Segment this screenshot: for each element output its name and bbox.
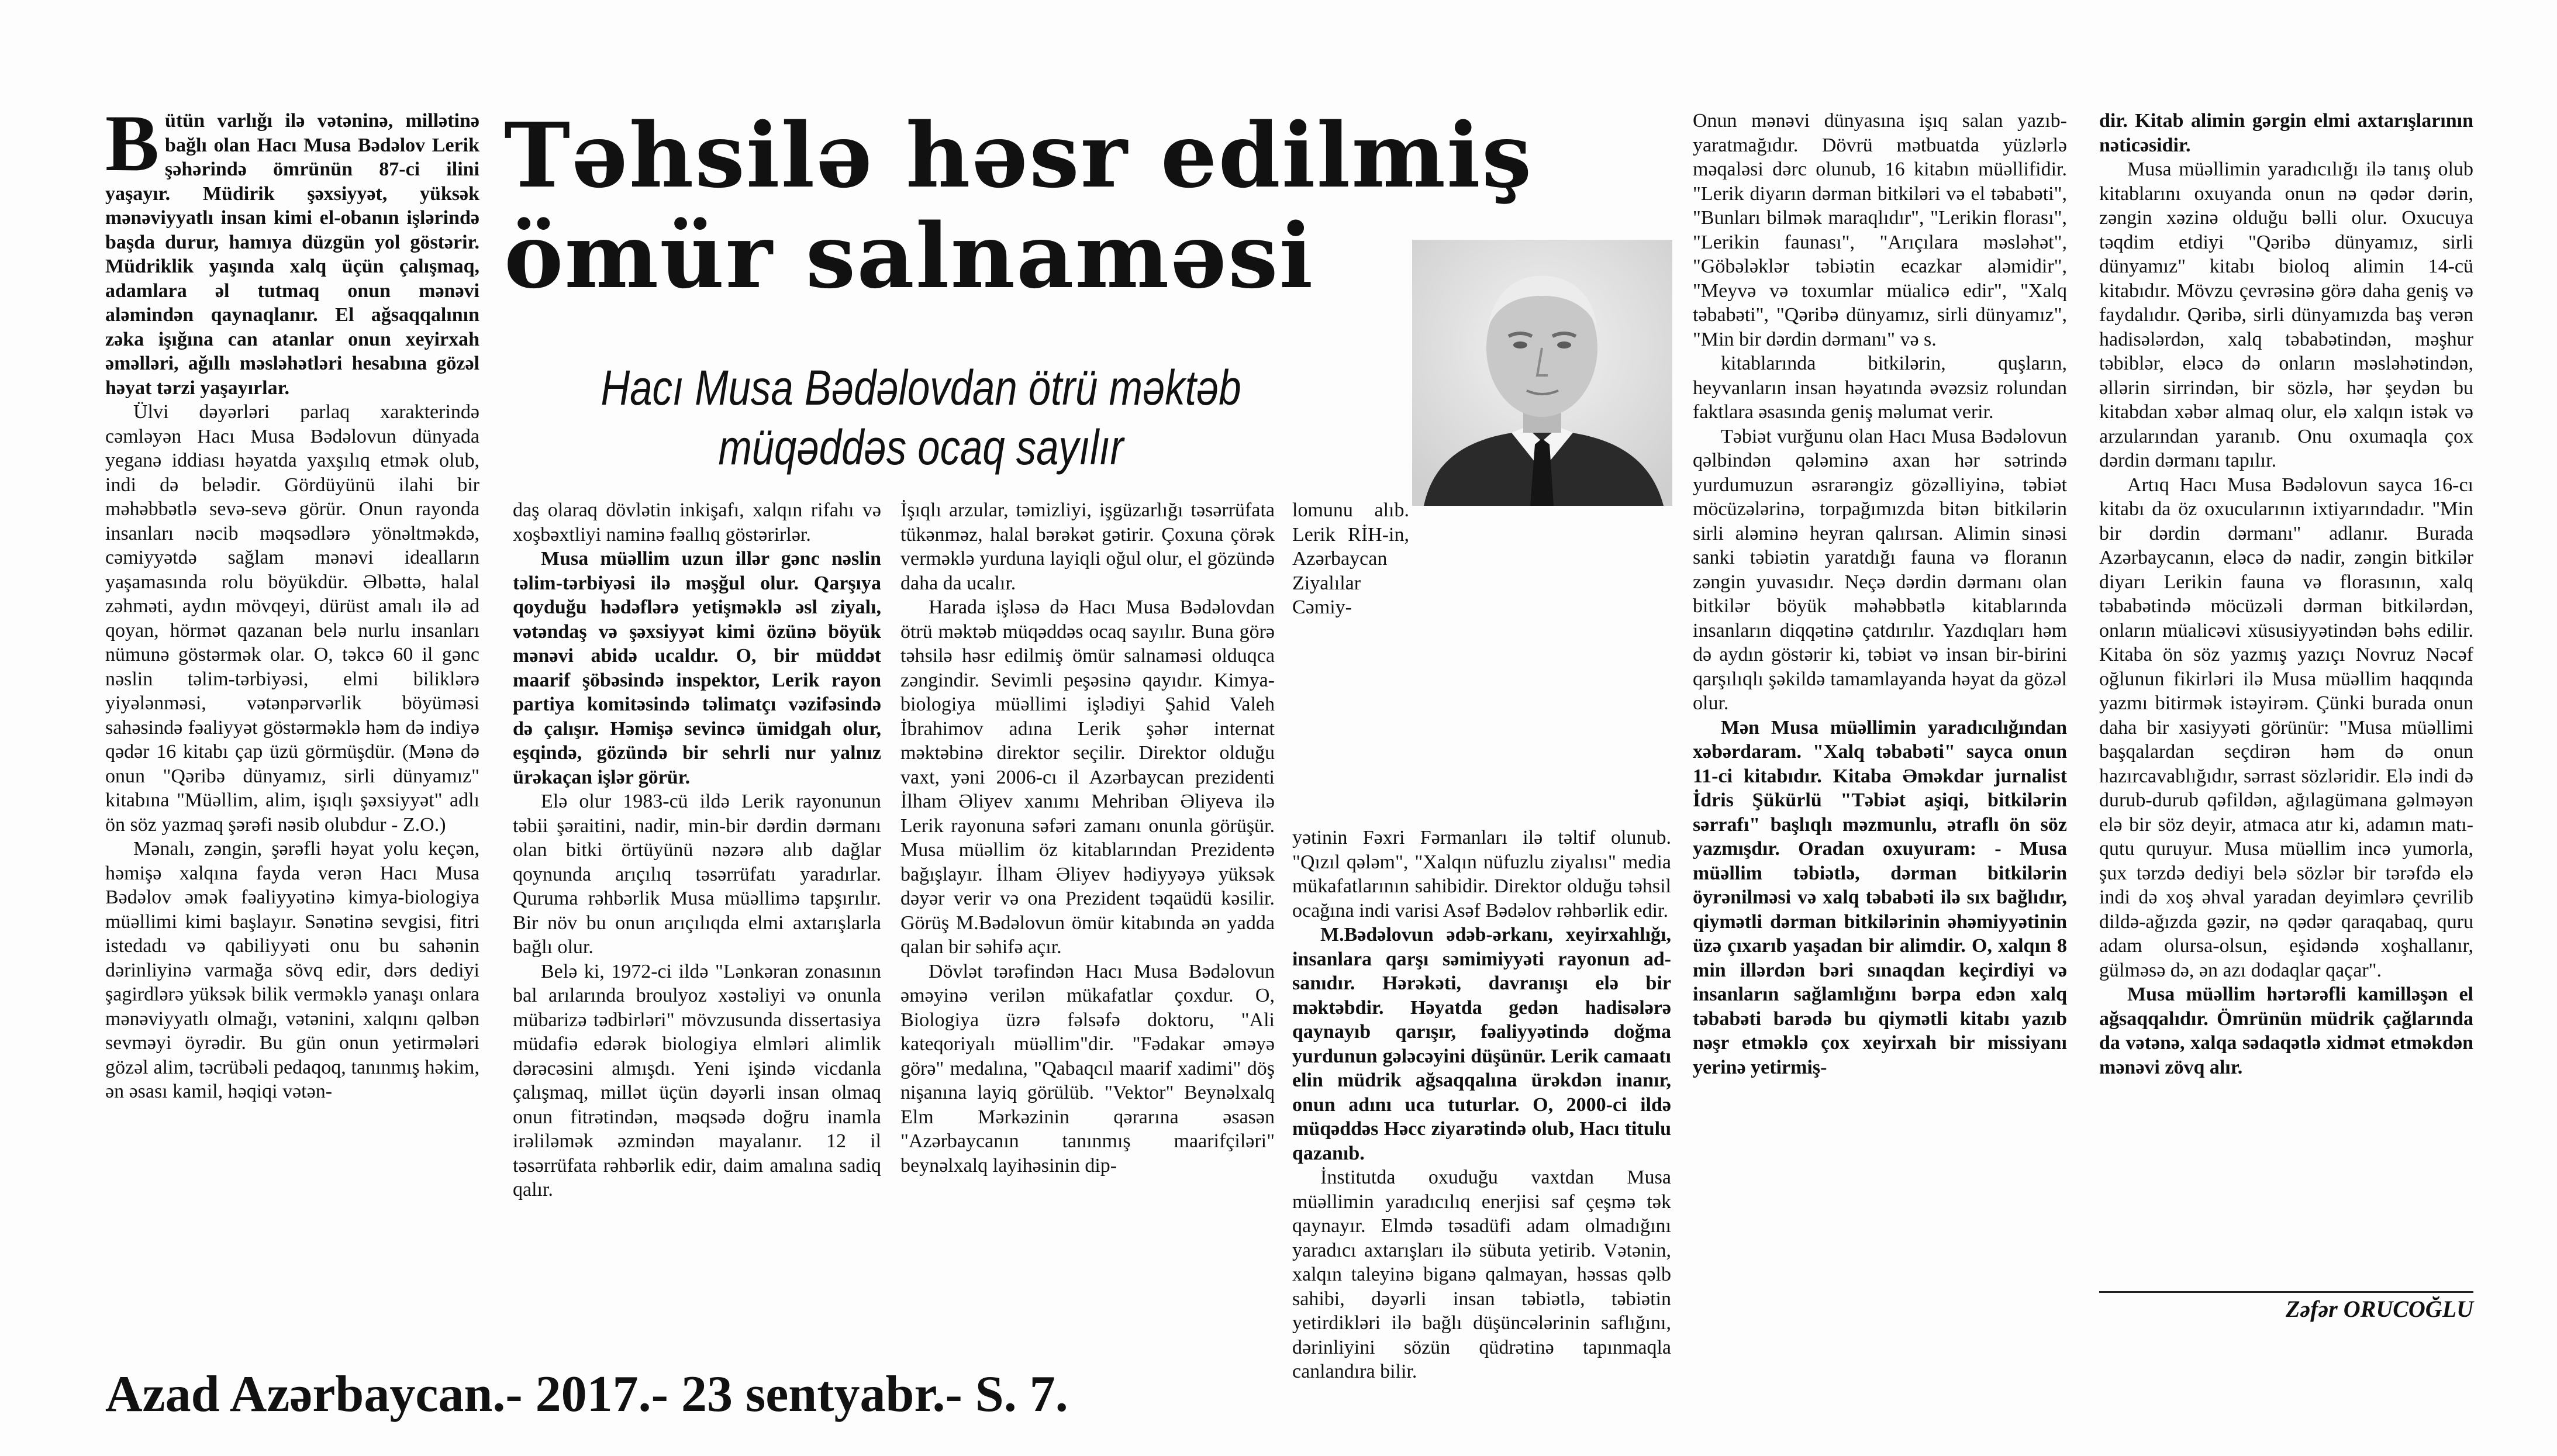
article-column-4-top (1292, 498, 1409, 826)
paragraph: Təbiət vurğunu olan Hacı Musa Bədəlovun qəlbindən qələminə axan hər sətrində yurdumuzun əsrarəngiz gözəlliyinə, təbiət möcüzələrinə, torpağımızda bitən bitkilərin sirli aləminə heyran qalırsan. Alimin sinəsi sanki təbiətin yaratdığı fauna və floranın zəngin yuvasıdır. Neçə dərdin dərmanı olan bitkilər böyük məhəbbətlə kitablarında insanların diqqətinə çatdırılır. Yazdıqları həm də aydın göstərir ki, təbiət və insan bir-birini qarşılıqlı şəkildə tamamlayanda həyat da gözəl olur. (1693, 425, 2067, 714)
article-column-1 (105, 98, 479, 1313)
paragraph: Elə olur 1983-cü ildə Lerik rayonunun təbii şəraitini, nadir, min-bir dərdin dərmanı olan bitki örtüyünü nəzərə alıb dağlar qoynunda arıçılıq təsərrüfatı yaradırlar. Quruma rəhbərlik Musa müəllimə tapşırılır. Bir növ bu onun arıçılıqda elmi axtarışlarla bağlı olur. (513, 791, 881, 958)
portrait-photo (1412, 240, 1672, 506)
paragraph: lomunu alıb. Lerik RİH-in, Azərbaycan Ziyalılar Cəmiy- (1292, 499, 1409, 618)
paragraph: Ülvi dəyərləri parlaq xarakterində cəmləyən Hacı Musa Bədəlovun dünyada yeganə iddiası həyatda yaxşılıq etmək olub, indi də belədir. Gördüyünü ilahi bir məhəbbətlə sevə-sevə görür. Onun rayonda insanları nəcib məqsədlərə yönəltməkdə, cəmiyyətdə sağlam mənəvi idealların yaşamasında rolu böyükdür. Əlbəttə, halal zəhməti, aydın mövqeyi, dürüst amalı ilə ad qoyan, hörmət qazanan belə nurlu insanları nümunə göstərmək olar. O, təkcə 60 il gənc nəslin təlim-tərbiyəsi, elmi biliklərə yiyələnməsi, vətənpərvərlik böyüməsi sahəsində fəaliyyət göstərməklə həm də indiyə qədər 16 kitabı çap üzü görmüşdür. (Mənə də onun "Qəribə dünyamız, sirli dünyamız" kitabına "Müəllim, alim, işıqlı şəxsiyyət" adlı ön söz yazmaq şərəfi nəsib olubdur - Z.O.) (105, 401, 479, 836)
publication-source-line: Azad Azərbaycan.- 2017.- 23 sentyabr.- S. 7. (105, 1366, 1068, 1423)
article-column-5 (1693, 109, 2067, 1313)
paragraph: dir. Kitab alimin gərgin elmi axtarışlarının nəticəsidir. (2099, 110, 2473, 156)
article-subheadline (595, 358, 1247, 477)
paragraph: İnstitutda oxuduğu vaxtdan Musa müəllimin yaradıcılıq enerjisi saf çeşmə tək qaynayır. Elmdə təsadüfi adam olmadığını yaradıcı axtarışları ilə sübuta yetirib. Vətənin, xalqın taleyinə biganə qalmayan, həssas qəlb sahibi, dəyərli insan təbiətlə, təbiətin yetirdikləri ilə bağlı düşüncələrinin saflığını, dərinliyini sözün qüdrətinə tapınmaqla canlandıra bilir. (1292, 1167, 1671, 1382)
article-column-2 (513, 498, 881, 1317)
portrait-image (1412, 240, 1672, 506)
subheadline-line: Hacı Musa Bədəlovdan ötrü məktəb (601, 360, 1241, 415)
headline-line: ömür salnaməsi (504, 203, 1314, 308)
paragraph: Mən Musa müəllimin yaradıcılığından xəbərdaram. "Xalq təbabəti" sayca onun 11-ci kitabıdır. Kitaba Əməkdar jurnalist İdris Şükürlü "Təbiət aşiqi, bitkilərin sərrafı" başlıqlı məzmunlu, ətraflı ön söz yazmışdır. Oradan oxuyuram: - Musa müəllim təbiətlə, dərman bitkilərin öyrənilməsi və xalq təbabəti ilə sıx bağlıdır, qiymətli dərman bitkilərinin əhəmiyyətinin üzə çıxarıb yaşadan bir alimdir. O, xalqın 8 min illərdən bəri sınaqdan keçirdiyi və insanların sağlamlığını bərpa edən xalq təbabəti barədə bu qiymətli kitabı yazıb nəşr etməklə çox xeyirxah bir missiyanı yerinə yetirmiş- (1693, 716, 2067, 1078)
paragraph: yətinin Fəxri Fərmanları ilə təltif olunub. "Qızıl qələm", "Xalqın nüfuzlu ziyalısı" media mükafatlarının sahibidir. Direktor olduğu təhsil ocağına indi varisi Asəf Bədəlov rəhbərlik edir. (1292, 827, 1671, 922)
lead-text: ütün varlığı ilə vətəninə, millətinə bağlı olan Hacı Musa Bədəlov Lerik şəhərində ömrünün 87-ci ilini yaşayır. Müdirik şəxsiyyət, yüksək mənəviyyatlı insan kimi el-obanın işlərində başda durur, hamıya düzgün yol göstərir. Müdriklik yaşında xalq üçün çalışmaq, adamlara əl tutmaq onun mənəvi aləmindən qaynaqlanır. El ağsaqqalının zəka işığına can atanlar onun xeyirxah əməlləri, ağıllı məsləhətləri hesabına gözəl həyat tərzi yaşayırlar. (105, 110, 479, 399)
article-column-4 (1292, 826, 1671, 1382)
paragraph: M.Bədəlovun ədəb-ərkanı, xeyirxahlığı, insanlara qarşı səmimiyyəti rayonun ad-sanıdır. Hərəkəti, davranışı elə bir məktəbdir. Həyatda gedən hadisələrə qaynayıb qarışır, fəaliyyətində doğma yurdunun gələcəyini düşünür. Lerik camaatı elin müdrik ağsaqqalına ürəkdən inanır, onun adını uca tuturlar. O, 2000-ci ildə müqəddəs Həcc ziyarətində olub, Hacı titulu qazanıb. (1292, 924, 1671, 1164)
headline-line: Təhsilə həsr edilmiş (504, 103, 1533, 208)
author-byline: Zəfər ORUCOĞLU (2285, 1296, 2473, 1322)
subheadline-line: müqəddəs ocaq sayılır (718, 420, 1124, 475)
article-column-3 (900, 498, 1275, 1317)
paragraph: İşıqlı arzular, təmizliyi, işgüzarlığı təsərrüfata tükənməz, halal bərəkət gətirir. Çoxuna çörək verməklə yurduna layiqli oğul olur, el gözündə daha da ucalır. (900, 499, 1275, 594)
paragraph: Belə ki, 1972-ci ildə "Lənkəran zonasının bal arılarında broulyoz xəstəliyi və onunla mübarizə tədbirləri" mövzusunda dissertasiya müdafiə edərək biologiya elmləri alimlik dərəcəsini almışdı. Yeni işində vicdanla çalışmaq, millət üçün dəyərli insan olmaq onun fitrətindən, məqsədə doğru inamla irəliləmək əzmindən mayalanır. 12 il təsərrüfata rəhbərlik edir, daim amalına sadiq qalır. (513, 960, 881, 1200)
article-lead (105, 98, 479, 400)
paragraph: kitablarında bitkilərin, quşların, heyvanların insan həyatında əvəzsiz rolundan faktlara əsasında geniş məlumat verir. (1693, 353, 2067, 423)
paragraph: Artıq Hacı Musa Bədəlovun sayca 16-cı kitabı da öz oxucularının ixtiyarındadır. "Min bir dərdin dərmanı" adlanır. Burada Azərbaycanın, eləcə də nadir, zəngin bitkilər diyarı Lerikin fauna və florasının, xalq təbabətində möcüzəli dərman bitkilərdən, onların müalicəvi xüsusiyyətindən bəhs edilir. Kitaba ön söz yazmış yazıçı Novruz Nəcəf oğlunun fikirləri ilə Musa müəllim haqqında yazmı bitirmək istəyirəm. Çünki burada onun daha bir xasiyyəti görünür: "Musa müəllimi başqalardan seçdirən həm də onun hazırcavablığıdır, sərrast sözləridir. Elə indi də durub-durub qəfildən, ağılagümana gəlməyən elə bir söz deyir, atmaca atır ki, adamın matı-qutu quruyur. Musa müəllim incə yumorla, şux tərzdə dediyi belə sözlər bir tərəfdə elə indi də xoş əhval yaradan deyimlərə çevrilib dildə-ağızda gəzir, nə qədər qaraqabaq, quru adam olursa-olsun, eşidəndə xoşhallanır, gülməsə də, ən azı dodaqlar qaçar". (2099, 474, 2473, 981)
paragraph: Musa müəllim uzun illər gənc nəslin təlim-tərbiyəsi ilə məşğul olur. Qarşıya qoyduğu hədəflərə yetişməklə əsl ziyalı, vətəndaş və şəxsiyyət kimi özünə böyük mənəvi abidə ucaldır. O, bir müddət maarif şöbəsində inspektor, Lerik rayon partiya komitəsində təlimatçı vəzifəsində də çalışır. Həmişə sevincə ümidgah olur, eşqində, gözündə bir sehrli nur yalnız ürəkaçan işlər görür. (513, 548, 881, 788)
paragraph: Musa müəllimin yaradıcılığı ilə tanış olub kitablarını oxuyanda onun nə qədər dərin, zəngin xəzinə olduğu bəlli olur. Oxucuya təqdim etdiyi "Qəribə dünyamız, sirli dünyamız" kitabı bioloq alimin 14-cü kitabıdır. Mövzu çevrəsinə görə daha geniş və faydalıdır. Qəribə, sirli dünyamızda baş verən hadisələrdən, xalq təbabətindən, məşhur təbiblər, eləcə də onların məsləhətindən, əllərin sirrindən, bir sözlə, hər şeydən bu kitabdan xəbər almaq olur, elə xalqın istək və arzularından yaranıb. Onu oxumaqla çox dərdin dərmanı tapılır. (2099, 158, 2473, 471)
paragraph: Musa müəllim hərtərəfli kamilləşən el ağsaqqalıdır. Ömrünün müdrik çağlarında da vətənə, xalqa sədaqətlə xidmət etməkdən mənəvi zövq alır. (2099, 984, 2473, 1078)
paragraph: Harada işləsə də Hacı Musa Bədəlovdan ötrü məktəb müqəddəs ocaq sayılır. Buna görə təhsilə həsr edilmiş ömür salnaməsi olduqca zəngindir. Sevimli peşəsinə qayıdır. Kimya-biologiya müəllimi işlədiyi Şahid Valeh İbrahimov adına Lerik şəhər internat məktəbinə direktor seçilir. Direktor olduğu vaxt, yəni 2006-cı il Azərbaycan prezidenti İlham Əliyev xanımı Mehriban Əliyeva ilə Lerik rayonuna səfəri zamanı onunla görüşür. Musa müəllim öz kitablarından Prezidentə bağışlayır. İlham Əliyev hədiyyəyə yüksək dəyər verir və ona Prezident təqaüdü kəsilir. Görüş M.Bədəlovun ömür kitabında ən yadda qalan bir səhifə açır. (900, 596, 1275, 958)
drop-cap: B (105, 98, 160, 188)
paragraph: Onun mənəvi dünyasına işıq salan yazıb-yaratmağıdır. Dövrü mətbuatda yüzlərlə məqaləsi dərc olunub, 16 kitabın müəllifidir. "Lerik diyarın dərman bitkiləri və el təbabəti", "Bunları bilmək maraqlıdır", "Lerikin florası", "Lerikin faunası", "Arıçılara məsləhət", "Göbələklər təbiətin ecazkar aləmidir", "Meyvə və toxumlar müalicə edir", "Xalq təbabəti", "Qəribə dünyamız, sirli dünyamız", "Min bir dərdin dərmanı" və s. (1693, 110, 2067, 350)
paragraph: daş olaraq dövlətin inkişafı, xalqın rifahı və xoşbəxtliyi naminə fəallıq göstərirlər. (513, 499, 881, 546)
article-headline (504, 103, 1533, 308)
paragraph: Mənalı, zəngin, şərəfli həyat yolu keçən, həmişə xalqına fayda verən Hacı Musa Bədəlov əmək fəaliyyətinə kimya-biologiya müəllimi kimi başlayır. Sənətinə sevgisi, fitri istedadı və qabiliyyəti onu bu sahənin dərinliyinə varmağa sövq edir, dərs dediyi şagirdlərə yüksək bilik verməklə yanaşı onlara mənəviyyatlı olmağı, vətənini, xalqını qəlbən sevməyi öyrədir. Bu gün onun yetirmələri gözəl alim, təcrübəli pedaqoq, tanınmış həkim, ən əsası kamil, həqiqi vətən- (105, 838, 479, 1102)
article-column-6 (2099, 109, 2473, 1313)
byline-rule (2099, 1291, 2473, 1293)
paragraph: Dövlət tərəfindən Hacı Musa Bədəlovun əməyinə verilən mükafatlar çoxdur. O, Biologiya üzrə fəlsəfə doktoru, "Ali kateqoriyalı müəllim"dir. "Fədakar əməyə görə" medalına, "Qabaqcıl maarif xadimi" döş nişanına layiq görülüb. "Vektor" Beynəlxalq Elm Mərkəzinin qərarına əsasən "Azərbaycanın tanınmış maarifçiləri" beynəlxalq layihəsinin dip- (900, 960, 1275, 1176)
